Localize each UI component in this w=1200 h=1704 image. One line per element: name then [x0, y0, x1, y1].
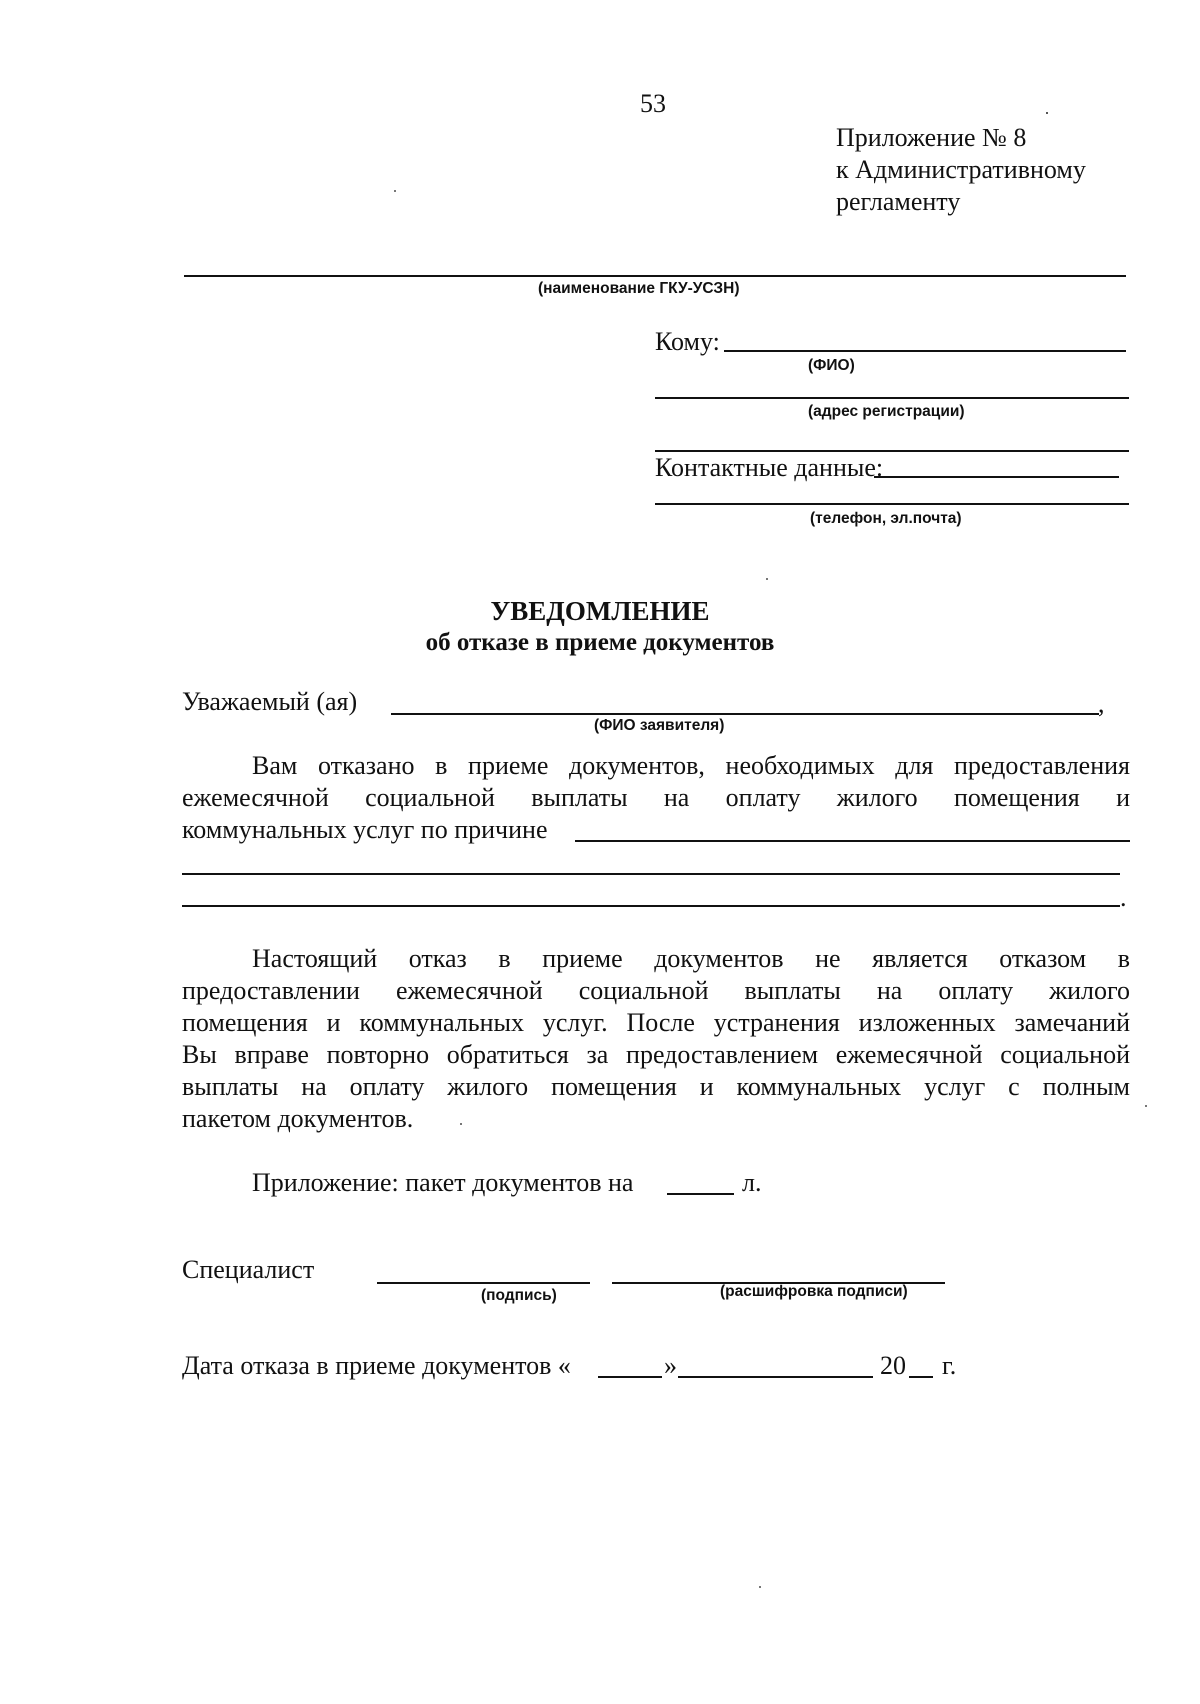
greeting-label: Уважаемый (ая): [182, 687, 358, 716]
notice-title: УВЕДОМЛЕНИЕ: [490, 596, 710, 626]
date-day-line[interactable]: [598, 1376, 662, 1378]
signature-decode-caption: (расшифровка подписи): [720, 1283, 908, 1300]
applicant-fio-line[interactable]: [391, 713, 1099, 715]
recipient-fio-line[interactable]: [724, 350, 1126, 352]
attachment-pages-line[interactable]: [667, 1193, 734, 1195]
scan-speck: [766, 578, 768, 580]
date-year-prefix: 20: [880, 1351, 906, 1380]
phone-email-line[interactable]: [655, 503, 1129, 505]
org-name-line[interactable]: [184, 275, 1126, 277]
scan-speck: [759, 1586, 761, 1588]
paragraph1-line1: Вам отказано в приеме документов, необходимых для предоставления: [252, 751, 1130, 780]
paragraph2-line2: предоставлении ежемесячной социальной выплаты на оплату жилого: [182, 976, 1130, 1005]
reason-line-1[interactable]: [575, 840, 1130, 842]
to-label: Кому:: [655, 327, 720, 356]
applicant-fio-caption: (ФИО заявителя): [594, 717, 725, 734]
address-caption: (адрес регистрации): [808, 403, 965, 420]
paragraph1-line2: ежемесячной социальной выплаты на оплату жилого помещения и: [182, 783, 1130, 812]
contacts-line[interactable]: [874, 476, 1119, 478]
scan-speck: [394, 190, 396, 192]
page-number: 53: [640, 89, 666, 118]
annex-line-3: регламенту: [836, 187, 961, 216]
contacts-label: Контактные данные:: [655, 453, 884, 482]
specialist-label: Специалист: [182, 1255, 315, 1284]
paragraph2-line4: Вы вправе повторно обратиться за предоставлением ежемесячной социальной: [182, 1040, 1130, 1069]
paragraph1-line3: коммунальных услуг по причине: [182, 815, 548, 844]
paragraph2-line3: помещения и коммунальных услуг. После устранения изложенных замечаний: [182, 1008, 1130, 1037]
scan-speck: [460, 1123, 462, 1125]
attachment-label: Приложение: пакет документов на: [252, 1168, 634, 1197]
date-year-line[interactable]: [909, 1376, 933, 1378]
refusal-date-label: Дата отказа в приеме документов «: [182, 1351, 571, 1380]
signature-line[interactable]: [377, 1282, 590, 1284]
paragraph2-line1: Настоящий отказ в приеме документов не является отказом в: [252, 944, 1130, 973]
address-line[interactable]: [655, 397, 1129, 399]
annex-line-2: к Административному: [836, 155, 1086, 184]
date-quote-close: »: [664, 1351, 677, 1380]
org-name-caption: (наименование ГКУ-УСЗН): [538, 280, 740, 297]
scan-speck: [1145, 1105, 1147, 1107]
fio-caption: (ФИО): [808, 357, 855, 374]
date-year-suffix: г.: [942, 1351, 957, 1380]
attachment-suffix: л.: [742, 1168, 762, 1197]
greeting-comma: ,: [1098, 689, 1105, 718]
scan-speck: [1046, 112, 1048, 114]
reason-line-2[interactable]: [182, 873, 1120, 875]
date-month-line[interactable]: [678, 1376, 873, 1378]
notice-subtitle: об отказе в приеме документов: [425, 629, 775, 656]
paragraph2-line5: выплаты на оплату жилого помещения и коммунальных услуг с полным: [182, 1072, 1130, 1101]
signature-caption: (подпись): [481, 1287, 557, 1304]
phone-email-caption: (телефон, эл.почта): [810, 510, 962, 527]
paragraph2-line6: пакетом документов.: [182, 1104, 414, 1133]
reason-line-3[interactable]: [182, 905, 1120, 907]
annex-line-1: Приложение № 8: [836, 123, 1027, 152]
reason-end-dot: .: [1120, 883, 1127, 912]
